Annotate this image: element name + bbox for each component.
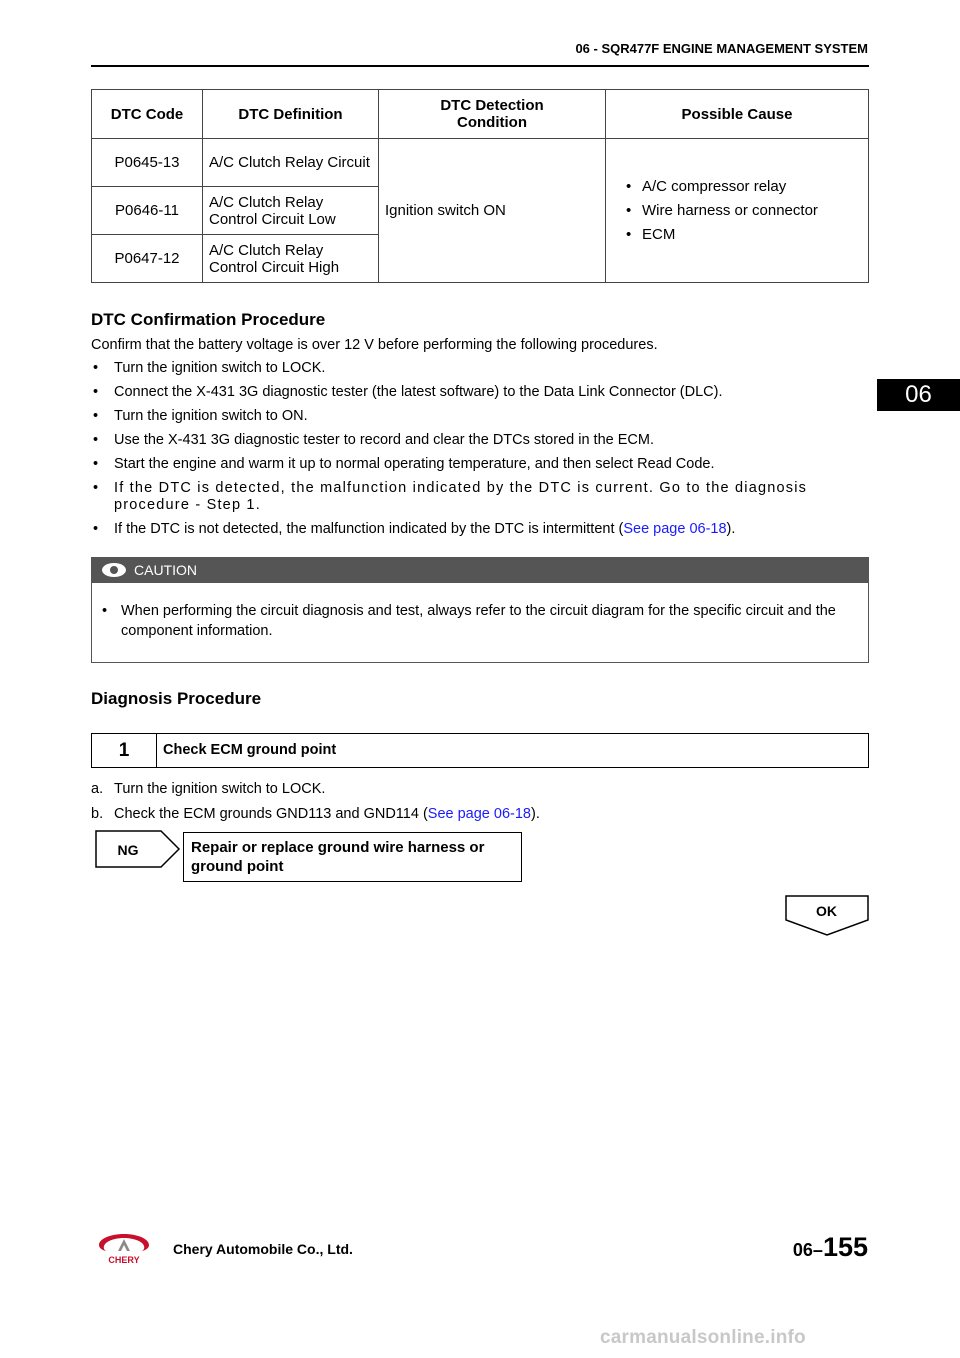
caution-header	[92, 558, 868, 583]
detection-condition: Ignition switch ON	[379, 139, 606, 283]
list-item: • Start the engine and warm it up to normal operating temperature, and then select Read Code.	[91, 456, 869, 473]
step-title: Check ECM ground point	[163, 742, 337, 758]
dtc-code: P0645-13	[92, 139, 203, 187]
step-number: 1	[92, 734, 157, 767]
ng-action-box: Repair or replace ground wire harness or ground point	[183, 832, 522, 882]
list-item: • Connect the X-431 3G diagnostic tester (the latest software) to the Data Link Connector (DLC).	[91, 384, 869, 401]
ng-label: NG	[117, 842, 139, 858]
dtc-definition: A/C Clutch Relay Control Circuit High	[203, 235, 379, 283]
substep-a	[91, 781, 325, 797]
caution-box	[91, 557, 869, 663]
watermark: carmanualsonline.info	[600, 1327, 806, 1348]
step-box	[91, 733, 869, 768]
column-header: Possible Cause	[606, 90, 869, 139]
eye-icon	[102, 563, 126, 577]
substep-b	[91, 806, 540, 822]
table-row	[92, 139, 869, 187]
page-number	[793, 1232, 868, 1263]
list-item	[91, 521, 869, 538]
column-header: DTC Detection Condition	[379, 90, 606, 139]
list-item: • Turn the ignition switch to ON.	[91, 408, 869, 425]
chery-logo	[93, 1232, 155, 1266]
footer-company: Chery Automobile Co., Ltd.	[173, 1241, 353, 1257]
list-item: • If the DTC is detected, the malfunction indicated by the DTC is current. Go to the diagnosis procedure - Step 1.	[91, 480, 869, 514]
substep-letter: a.	[91, 781, 104, 797]
possible-cause	[606, 139, 869, 283]
list-item: • Use the X-431 3G diagnostic tester to record and clear the DTCs stored in the ECM.	[91, 432, 869, 449]
cause-item: • ECM	[626, 223, 862, 247]
dtc-definition: A/C Clutch Relay Control Circuit Low	[203, 187, 379, 235]
dtc-code: P0646-11	[92, 187, 203, 235]
substep-letter: b.	[91, 806, 104, 822]
column-header: DTC Definition	[203, 90, 379, 139]
ok-label: OK	[816, 903, 837, 919]
dtc-definition: A/C Clutch Relay Circuit	[203, 139, 379, 187]
column-header: DTC Code	[92, 90, 203, 139]
list-item: • Turn the ignition switch to LOCK.	[91, 360, 869, 377]
logo-text: CHERY	[108, 1255, 140, 1265]
diagnosis-heading: Diagnosis Procedure	[91, 689, 262, 708]
see-page-link[interactable]: See page 06-18	[623, 521, 727, 537]
section-tab: 06	[877, 379, 960, 411]
list-item-text: ).	[726, 521, 736, 537]
substep-text: ).	[530, 806, 540, 822]
page-num: 155	[822, 1232, 868, 1262]
cause-item: • A/C compressor relay	[626, 175, 862, 199]
confirmation-heading: DTC Confirmation Procedure	[91, 310, 326, 329]
list-item-text: If the DTC is not detected, the malfunction indicated by the DTC is intermittent (	[114, 521, 624, 537]
see-page-link[interactable]: See page 06-18	[427, 806, 531, 822]
substep-text: Turn the ignition switch to LOCK.	[114, 781, 326, 797]
cause-item: • Wire harness or connector	[626, 199, 862, 223]
page-header-title: 06 - SQR477F ENGINE MANAGEMENT SYSTEM	[575, 41, 868, 56]
substep-text: Check the ECM grounds GND113 and GND114 (	[114, 806, 428, 822]
table-header-row	[92, 90, 869, 139]
page-prefix: 06–	[792, 1240, 823, 1260]
dtc-code: P0647-12	[92, 235, 203, 283]
dtc-table	[91, 89, 869, 283]
confirmation-intro: Confirm that the battery voltage is over 12 V before performing the following procedures.	[91, 337, 658, 353]
caution-label: CAUTION	[134, 562, 197, 578]
caution-text: • When performing the circuit diagnosis and test, always refer to the circuit diagram for the specific circuit and the component information.	[92, 583, 868, 641]
header-rule	[91, 65, 869, 67]
confirmation-steps	[91, 360, 869, 545]
